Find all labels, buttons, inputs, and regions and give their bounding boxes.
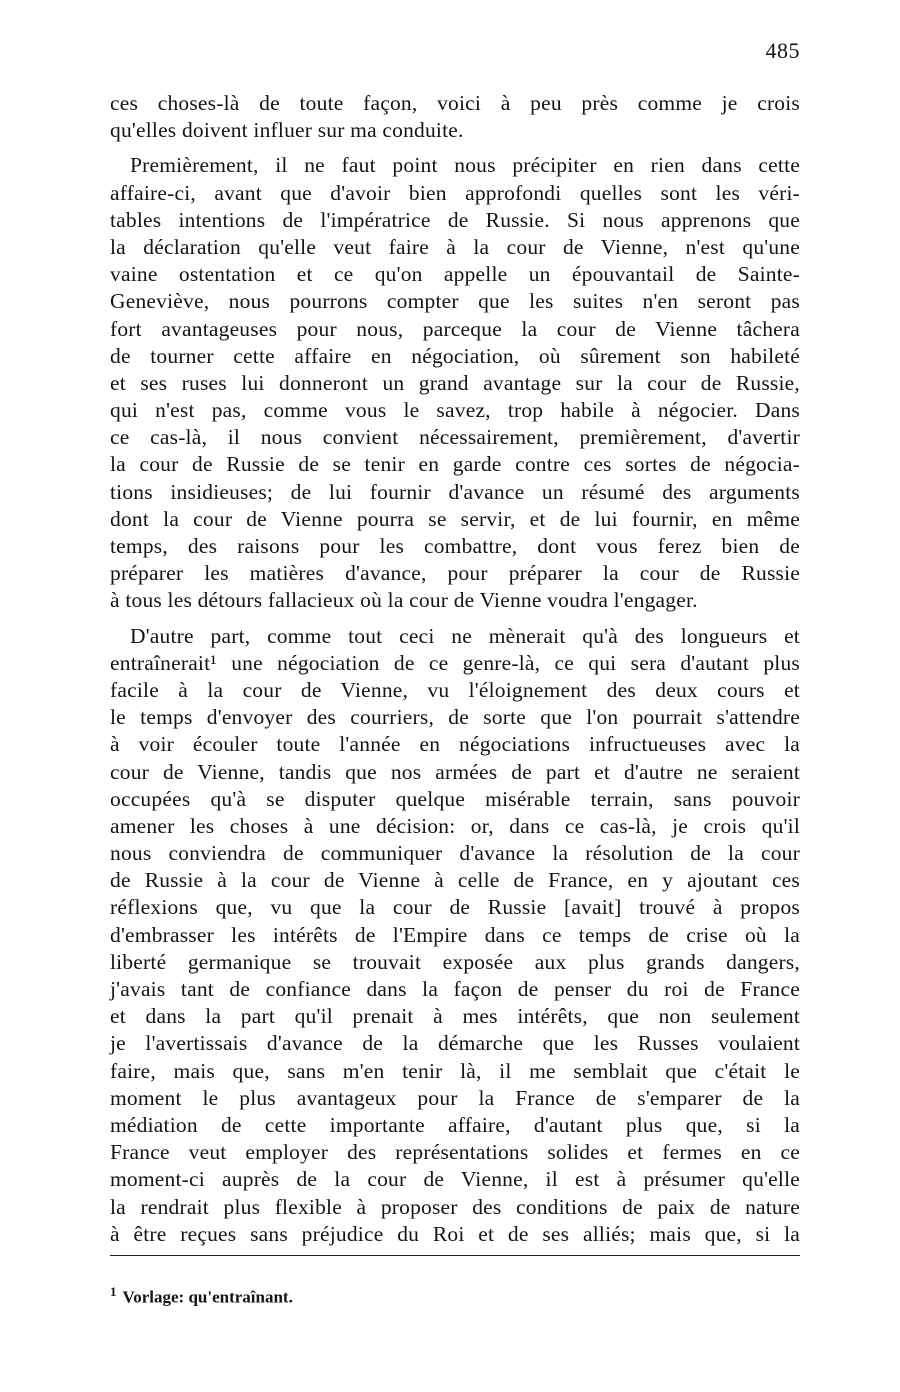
text-line: liberté germanique se trouvait exposée aux plus grands dangers, (110, 949, 800, 974)
text-line: ce cas-là, il nous convient nécessairement, premièrement, d'avertir (110, 425, 800, 450)
text-line: j'avais tant de confiance dans la façon de penser du roi de France (110, 977, 800, 1001)
text-line: préparer les matières d'avance, pour préparer la cour de Russie (110, 561, 800, 586)
paragraph (110, 623, 800, 1248)
text-line: la rendrait plus flexible à proposer des conditions de paix de nature (110, 1194, 800, 1219)
text-line: réflexions que, vu que la cour de Russie [avait] trouvé à propos (110, 895, 800, 920)
text-line: médiation de cette importante affaire, d'autant plus que, si la (110, 1112, 800, 1137)
text-line: tions insidieuses; de lui fournir d'avance un résumé des arguments (110, 479, 800, 504)
paragraph (110, 152, 800, 614)
text-line: facile à la cour de Vienne, vu l'éloignement des deux cours et (110, 677, 800, 702)
text-line: d'embrasser les intérêts de l'Empire dans ce temps de crise où la (110, 922, 800, 947)
text-line: Geneviève, nous pourrons compter que les suites n'en seront pas (110, 289, 800, 314)
text-line: faire, mais que, sans m'en tenir là, il me semblait que c'était le (110, 1058, 800, 1083)
text-line: qu'elles doivent influer sur ma conduite. (110, 118, 464, 143)
paragraph (110, 90, 800, 144)
text-line: la cour de Russie de se tenir en garde contre ces sortes de négocia- (110, 452, 800, 477)
text-line: de tourner cette affaire en négociation, où sûrement son habileté (110, 343, 800, 368)
text-line: la déclaration qu'elle veut faire à la cour de Vienne, n'est qu'une (110, 234, 800, 259)
text-line: qui n'est pas, comme vous le savez, trop habile à négocier. Dans (110, 398, 800, 423)
text-line: occupées qu'à se disputer quelque misérable terrain, sans pouvoir (110, 786, 800, 811)
footnote (110, 1284, 293, 1308)
text-line: nous conviendra de communiquer d'avance la résolution de la cour (110, 841, 800, 866)
text-line: le temps d'envoyer des courriers, de sorte que l'on pourrait s'attendre (110, 705, 800, 730)
text-line: et ses ruses lui donneront un grand avantage sur la cour de Russie, (110, 370, 800, 395)
footnote-rule (110, 1255, 800, 1256)
paragraph-gap (110, 615, 800, 623)
paragraph-gap (110, 144, 800, 152)
text-line: D'autre part, comme tout ceci ne mènerait qu'à des longueurs et (130, 623, 800, 648)
text-line: cour de Vienne, tandis que nos armées de part et d'autre ne seraient (110, 759, 800, 784)
text-line: moment-ci auprès de la cour de Vienne, il est à présumer qu'elle (110, 1167, 800, 1192)
text-line: ces choses-là de toute façon, voici à peu près comme je crois (110, 91, 800, 115)
text-line: dont la cour de Vienne pourra se servir, et de lui fournir, en même (110, 506, 800, 531)
text-line: de Russie à la cour de Vienne à celle de France, en y ajoutant ces (110, 868, 800, 893)
text-line: à voir écouler toute l'année en négociations infructueuses avec la (110, 732, 800, 757)
text-line: affaire-ci, avant que d'avoir bien approfondi quelles sont les véri- (110, 180, 800, 205)
text-line: entraînerait¹ une négociation de ce genre-là, ce qui sera d'autant plus (110, 650, 800, 675)
text-line: amener les choses à une décision: or, dans ce cas-là, je crois qu'il (110, 813, 800, 838)
page-number: 485 (765, 38, 800, 63)
text-line: fort avantageuses pour nous, parceque la cour de Vienne tâchera (110, 316, 800, 341)
footnote-mark: 1 (110, 1284, 117, 1299)
footnote-text: Vorlage: qu'entraînant. (122, 1287, 293, 1307)
text-line: France veut employer des représentations solides et fermes en ce (110, 1140, 800, 1165)
text-line: moment le plus avantageux pour la France de s'emparer de la (110, 1085, 800, 1110)
text-line: à tous les détours fallacieux où la cour de Vienne voudra l'engager. (110, 588, 698, 613)
body-text (110, 90, 800, 1248)
text-line: je l'avertissais d'avance de la démarche que les Russes voulaient (110, 1031, 800, 1056)
text-line: temps, des raisons pour les combattre, dont vous ferez bien de (110, 534, 800, 558)
text-line: tables intentions de l'impératrice de Russie. Si nous apprenons que (110, 207, 800, 232)
text-line: vaine ostentation et ce qu'on appelle un épouvantail de Sainte- (110, 262, 800, 287)
text-line: à être reçues sans préjudice du Roi et de ses alliés; mais que, si la (110, 1221, 800, 1246)
text-line: et dans la part qu'il prenait à mes intérêts, que non seulement (110, 1004, 800, 1029)
text-line: Premièrement, il ne faut point nous précipiter en rien dans cette (130, 153, 800, 178)
